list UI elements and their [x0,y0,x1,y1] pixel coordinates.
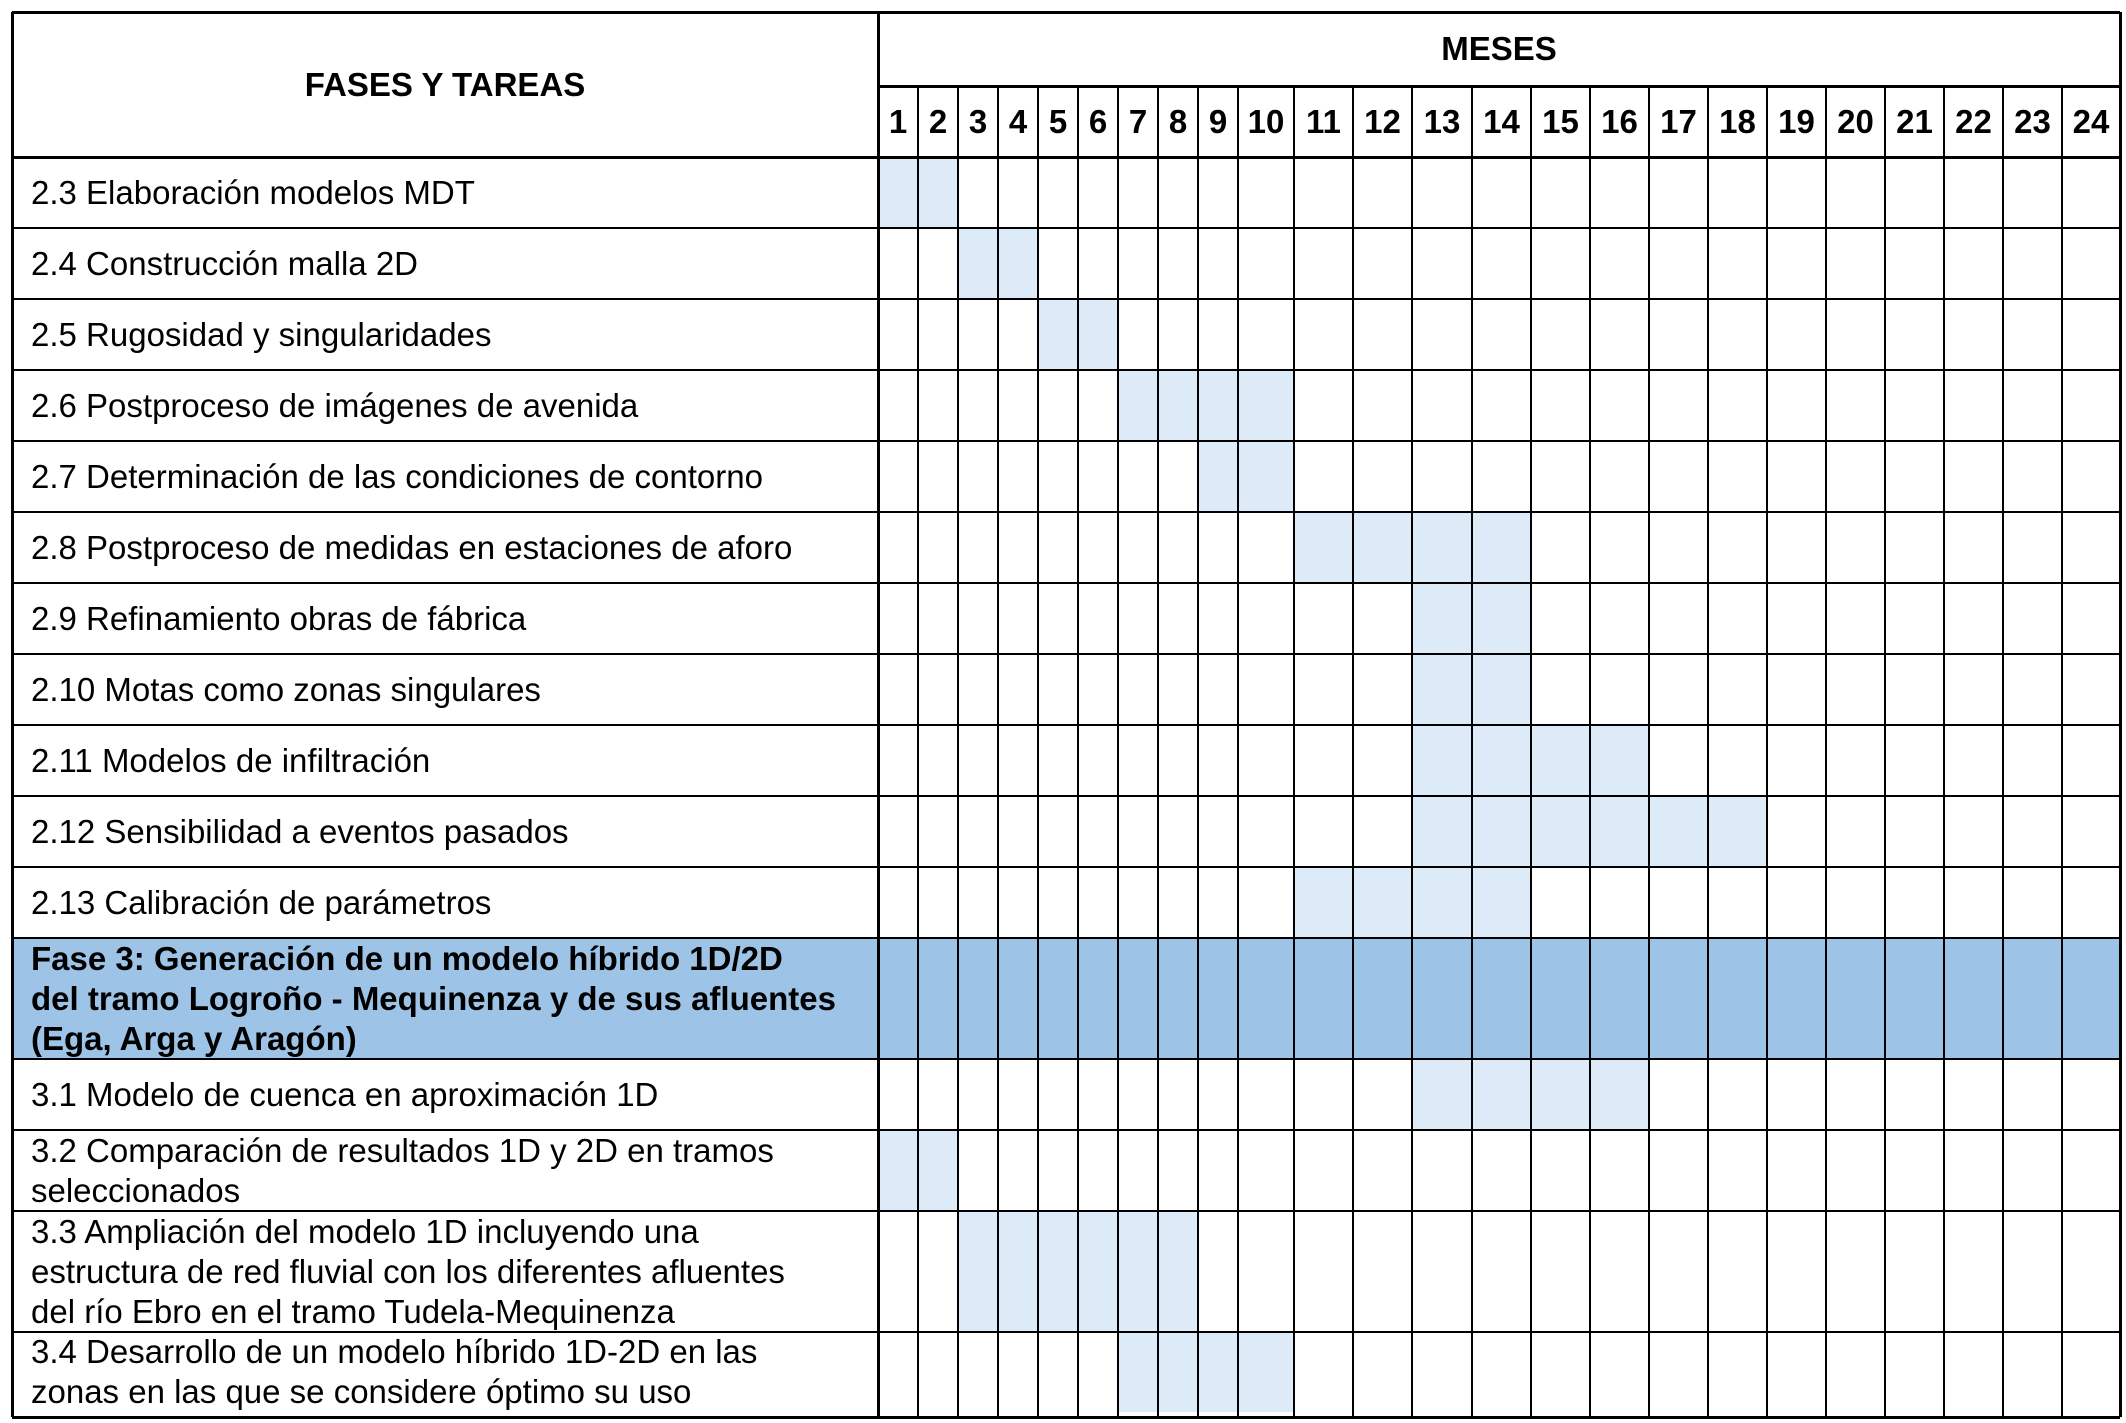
gantt-bar-cell [1412,867,1472,938]
task-label: 2.8 Postproceso de medidas en estaciones de aforo [31,528,793,566]
grid-line-vertical [1157,86,1159,1417]
task-row [12,299,2120,370]
gantt-bar-cell [1412,512,1472,583]
gantt-bar-cell [1472,583,1531,654]
gantt-bar-cell [1590,796,1649,867]
task-label: 2.11 Modelos de infiltración [31,741,431,779]
gantt-bar-cell [1158,1211,1198,1332]
gantt-bar-cell [1649,796,1708,867]
gantt-bar-cell [1472,725,1531,796]
gantt-bar-cell [1353,867,1412,938]
gantt-bar-cell [1590,1059,1649,1130]
month-15-label: 15 [1542,102,1579,140]
gantt-bar-cell [1038,299,1078,370]
task-label: 2.6 Postproceso de imágenes de avenida [31,386,639,424]
grid-line-horizontal [12,1210,2120,1212]
month-5-label: 5 [1048,102,1068,140]
task-row [12,1211,2120,1332]
gantt-bar-cell [958,228,998,299]
task-label: 2.12 Sensibilidad a eventos pasados [31,812,569,850]
gantt-bar-cell [1118,370,1158,441]
task-row [12,796,2120,867]
gantt-bar-cell [998,1211,1038,1332]
gantt-bar-cell [918,157,958,228]
gantt-bar-cell [1472,1059,1531,1130]
task-row [12,441,2120,512]
grid-line-vertical [1884,86,1886,1417]
gantt-bar-cell [1158,1332,1198,1412]
task-row [12,725,2120,796]
month-6-label: 6 [1088,102,1108,140]
grid-line-vertical [1197,86,1199,1417]
task-label: 3.1 Modelo de cuenca en aproximación 1D [31,1075,659,1113]
task-row [12,1130,2120,1211]
grid-line-vertical [2061,86,2063,1417]
grid-line-horizontal [12,1331,2120,1333]
gantt-bar-cell [1412,796,1472,867]
gantt-bar-cell [1412,725,1472,796]
gantt-bar-cell [1412,583,1472,654]
grid-line-vertical [1037,86,1039,1417]
task-label: 2.4 Construcción malla 2D [31,244,419,282]
month-8-label: 8 [1168,102,1188,140]
month-17-label: 17 [1660,102,1697,140]
months-header: MESES [1441,30,1557,67]
month-3-label: 3 [968,102,988,140]
task-label: 3.2 Comparación de resultados 1D y 2D en tramos seleccionados [31,1131,774,1209]
gantt-bar-cell [1531,725,1590,796]
grid-line-vertical [1117,86,1119,1417]
grid-line-vertical [957,86,959,1417]
task-label: 2.7 Determinación de las condiciones de contorno [31,457,763,495]
month-16-label: 16 [1601,102,1638,140]
grid-line-vertical [1293,86,1295,1417]
grid-line-horizontal [12,227,2120,229]
gantt-bar-cell [958,1211,998,1332]
grid-line-vertical [1077,86,1079,1417]
grid-line-horizontal [12,1129,2120,1131]
grid-line-horizontal [12,1416,2120,1419]
gantt-bar-cell [1472,654,1531,725]
gantt-bar-cell [1198,1332,1238,1412]
gantt-bar-cell [998,228,1038,299]
task-row [12,512,2120,583]
task-label: 2.10 Motas como zonas singulares [31,670,541,708]
gantt-bar-cell [1198,370,1238,441]
grid-line-vertical [1707,86,1709,1417]
gantt-bar-cell [1412,654,1472,725]
grid-line-horizontal [12,440,2120,442]
month-20-label: 20 [1837,102,1874,140]
gantt-bar-cell [1238,370,1294,441]
task-label: 2.13 Calibración de parámetros [31,883,492,921]
grid-line-horizontal [12,582,2120,584]
gantt-bar-cell [1472,796,1531,867]
grid-line-horizontal [12,653,2120,655]
month-7-label: 7 [1128,102,1148,140]
gantt-bar-cell [878,1130,918,1211]
gantt-bar-cell [1708,796,1767,867]
grid-line-horizontal [12,11,2120,14]
month-14-label: 14 [1483,102,1520,140]
gantt-bar-cell [878,157,918,228]
gantt-bar-cell [1590,725,1649,796]
gantt-bar-cell [1118,1211,1158,1332]
grid-line-vertical [1411,86,1413,1417]
task-label: 3.3 Ampliación del modelo 1D incluyendo una estructura de red fluvial con los diferentes afluentes del río Ebro en el tramo Tudela-Mequinenza [31,1212,785,1330]
grid-line-vertical [1825,86,1827,1417]
grid-line-horizontal [12,511,2120,513]
grid-line-horizontal [12,369,2120,371]
grid-line-horizontal [12,866,2120,868]
month-10-label: 10 [1247,102,1285,140]
grid-line-vertical [1530,86,1532,1417]
gantt-bar-cell [1472,867,1531,938]
month-18-label: 18 [1719,102,1756,140]
task-row [12,157,2120,228]
grid-line-horizontal [12,1058,2120,1060]
gantt-bar-cell [1472,512,1531,583]
grid-line-horizontal [12,795,2120,797]
phase-label: Fase 3: Generación de un modelo híbrido 1D/2D del tramo Logroño - Mequinenza y de sus afluentes (Ega, Arga y Aragón) [31,939,836,1057]
gantt-bar-cell [1531,796,1590,867]
gantt-bar-cell [918,1130,958,1211]
grid-line-horizontal [12,937,2120,939]
task-row [12,228,2120,299]
grid-line-vertical [1589,86,1591,1417]
gantt-bar-cell [1238,441,1294,512]
month-13-label: 13 [1423,102,1461,140]
grid-line-vertical [2119,12,2122,1417]
task-row [12,1332,2120,1412]
month-21-label: 21 [1896,102,1933,140]
gantt-bar-cell [1238,1332,1294,1412]
task-row [12,370,2120,441]
grid-line-horizontal [878,85,2120,88]
grid-line-horizontal [12,298,2120,300]
task-row [12,583,2120,654]
task-row [12,654,2120,725]
grid-line-vertical [1471,86,1473,1417]
task-row [12,1059,2120,1130]
grid-line-horizontal [12,156,2120,159]
gantt-bar-cell [1038,1211,1078,1332]
month-4-label: 4 [1008,102,1028,140]
gantt-bar-cell [1078,299,1118,370]
gantt-bar-cell [1353,512,1412,583]
grid-line-vertical [11,12,14,1417]
task-label: 2.3 Elaboración modelos MDT [31,173,475,211]
gantt-bar-cell [1158,370,1198,441]
task-label: 2.9 Refinamiento obras de fábrica [31,599,527,637]
month-22-label: 22 [1955,102,1992,140]
gantt-bar-cell [1294,867,1353,938]
task-label: 2.5 Rugosidad y singularidades [31,315,492,353]
month-2-label: 2 [928,102,948,140]
month-19-label: 19 [1778,102,1815,140]
task-row [12,867,2120,938]
grid-line-vertical [917,86,919,1417]
month-11-label: 11 [1306,102,1341,140]
grid-line-vertical [1352,86,1354,1417]
month-1-label: 1 [888,102,908,140]
gantt-bar-cell [1078,1211,1118,1332]
task-label: 3.4 Desarrollo de un modelo híbrido 1D-2D en las zonas en las que se considere óptimo su uso [31,1333,758,1410]
gantt-bar-cell [1531,1059,1590,1130]
grid-line-vertical [997,86,999,1417]
month-24-label: 24 [2072,102,2110,140]
grid-line-horizontal [12,724,2120,726]
grid-line-vertical [2002,86,2004,1417]
month-23-label: 23 [2014,102,2051,140]
month-9-label: 9 [1208,102,1228,140]
grid-line-vertical [1943,86,1945,1417]
grid-line-vertical [1648,86,1650,1417]
gantt-bar-cell [1412,1059,1472,1130]
grid-line-vertical [877,12,880,1417]
gantt-bar-cell [1294,512,1353,583]
grid-line-vertical [1237,86,1239,1417]
grid-line-vertical [1766,86,1768,1417]
tasks-column-header: FASES Y TAREAS [304,65,586,103]
phase-row [12,938,2120,1059]
month-12-label: 12 [1364,102,1401,140]
gantt-bar-cell [1118,1332,1158,1412]
gantt-bar-cell [1198,441,1238,512]
